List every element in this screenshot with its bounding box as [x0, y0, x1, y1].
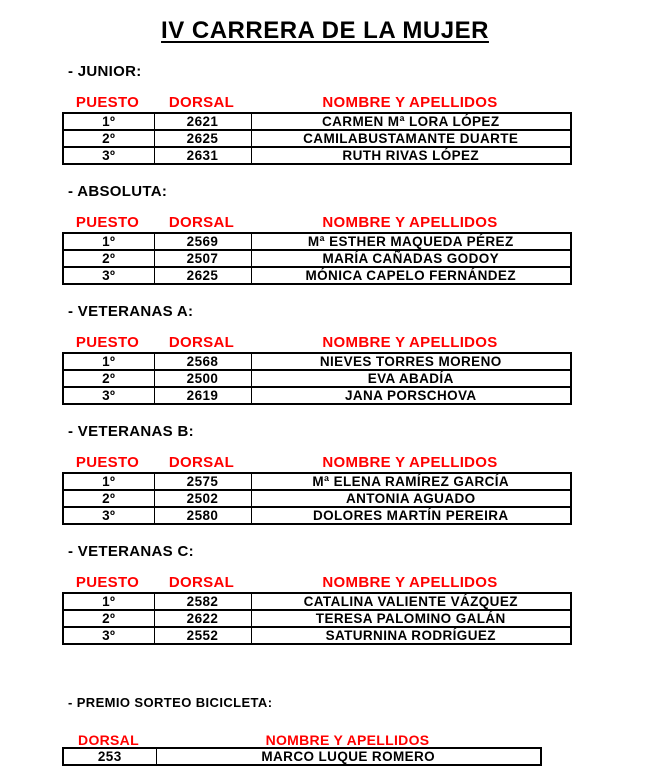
table-row — [63, 147, 571, 164]
col-header-nombre: NOMBRE Y APELLIDOS — [322, 334, 498, 351]
section-label: - PREMIO SORTEO BICICLETA: — [68, 695, 273, 710]
section-veteranas-a — [0, 302, 650, 422]
cell-nombre: CATALINA VALIENTE VÁZQUEZ — [251, 593, 571, 610]
cell-puesto: 1º — [63, 233, 154, 250]
col-header-puesto: PUESTO — [75, 94, 140, 111]
table-row — [63, 627, 571, 644]
col-header-nombre: NOMBRE Y APELLIDOS — [322, 94, 498, 111]
table-row — [63, 490, 571, 507]
table-row — [63, 473, 571, 490]
cell-dorsal: 2575 — [154, 473, 251, 490]
page-title: IV CARRERA DE LA MUJER — [161, 17, 489, 44]
section-label: - JUNIOR: — [68, 63, 142, 80]
table-row — [63, 507, 571, 524]
cell-dorsal: 2580 — [154, 507, 251, 524]
table-header-row — [62, 574, 570, 591]
cell-puesto: 3º — [63, 387, 154, 404]
table-row — [63, 610, 571, 627]
cell-puesto: 1º — [63, 593, 154, 610]
cell-dorsal: 2622 — [154, 610, 251, 627]
section-label: - VETERANAS A: — [68, 303, 194, 320]
cell-dorsal: 2552 — [154, 627, 251, 644]
cell-puesto: 2º — [63, 370, 154, 387]
col-header-puesto: PUESTO — [75, 334, 140, 351]
table-header-row — [62, 732, 540, 748]
results-table — [62, 232, 572, 285]
results-table — [62, 472, 572, 525]
cell-puesto: 2º — [63, 490, 154, 507]
col-header-dorsal: DORSAL — [168, 334, 235, 351]
section-veteranas-c — [0, 542, 650, 662]
cell-nombre: MÓNICA CAPELO FERNÁNDEZ — [251, 267, 571, 284]
table-row — [63, 250, 571, 267]
section-label: - VETERANAS B: — [68, 423, 194, 440]
col-header-nombre: NOMBRE Y APELLIDOS — [322, 214, 498, 231]
cell-dorsal: 253 — [63, 748, 156, 765]
table-header-row — [62, 214, 570, 231]
table-row — [63, 113, 571, 130]
cell-nombre: MARÍA CAÑADAS GODOY — [251, 250, 571, 267]
cell-nombre: MARCO LUQUE ROMERO — [156, 748, 541, 765]
cell-puesto: 3º — [63, 627, 154, 644]
cell-dorsal: 2621 — [154, 113, 251, 130]
cell-dorsal: 2500 — [154, 370, 251, 387]
col-header-dorsal: DORSAL — [78, 732, 139, 748]
cell-puesto: 1º — [63, 113, 154, 130]
cell-nombre: JANA PORSCHOVA — [251, 387, 571, 404]
cell-nombre: Mª ELENA RAMÍREZ GARCÍA — [251, 473, 571, 490]
cell-nombre: ANTONIA AGUADO — [251, 490, 571, 507]
col-header-puesto: PUESTO — [75, 574, 140, 591]
cell-nombre: EVA ABADÍA — [251, 370, 571, 387]
results-table — [62, 112, 572, 165]
section-premio-sorteo-bicicleta — [0, 694, 650, 780]
cell-puesto: 1º — [63, 473, 154, 490]
results-table — [62, 592, 572, 645]
cell-puesto: 3º — [63, 147, 154, 164]
cell-puesto: 2º — [63, 250, 154, 267]
table-row — [63, 593, 571, 610]
cell-nombre: CARMEN Mª LORA LÓPEZ — [251, 113, 571, 130]
col-header-dorsal: DORSAL — [168, 574, 235, 591]
cell-dorsal: 2569 — [154, 233, 251, 250]
results-table — [62, 747, 542, 766]
table-row — [63, 748, 541, 765]
table-row — [63, 130, 571, 147]
cell-nombre: RUTH RIVAS LÓPEZ — [251, 147, 571, 164]
table-row — [63, 267, 571, 284]
cell-dorsal: 2507 — [154, 250, 251, 267]
col-header-dorsal: DORSAL — [168, 214, 235, 231]
section-absoluta — [0, 182, 650, 302]
table-header-row — [62, 454, 570, 471]
table-row — [63, 233, 571, 250]
col-header-puesto: PUESTO — [75, 214, 140, 231]
cell-nombre: Mª ESTHER MAQUEDA PÉREZ — [251, 233, 571, 250]
table-row — [63, 370, 571, 387]
section-label: - VETERANAS C: — [68, 543, 194, 560]
col-header-nombre: NOMBRE Y APELLIDOS — [322, 574, 498, 591]
table-row — [63, 387, 571, 404]
table-header-row — [62, 334, 570, 351]
cell-dorsal: 2502 — [154, 490, 251, 507]
cell-dorsal: 2625 — [154, 130, 251, 147]
cell-puesto: 3º — [63, 267, 154, 284]
cell-nombre: CAMILABUSTAMANTE DUARTE — [251, 130, 571, 147]
cell-nombre: DOLORES MARTÍN PEREIRA — [251, 507, 571, 524]
cell-puesto: 3º — [63, 507, 154, 524]
results-table — [62, 352, 572, 405]
cell-nombre: SATURNINA RODRÍGUEZ — [251, 627, 571, 644]
cell-dorsal: 2568 — [154, 353, 251, 370]
section-veteranas-b — [0, 422, 650, 542]
col-header-dorsal: DORSAL — [168, 94, 235, 111]
table-header-row — [62, 94, 570, 111]
cell-puesto: 2º — [63, 130, 154, 147]
cell-puesto: 2º — [63, 610, 154, 627]
cell-dorsal: 2631 — [154, 147, 251, 164]
cell-nombre: NIEVES TORRES MORENO — [251, 353, 571, 370]
col-header-nombre: NOMBRE Y APELLIDOS — [265, 732, 430, 748]
cell-nombre: TERESA PALOMINO GALÁN — [251, 610, 571, 627]
cell-dorsal: 2625 — [154, 267, 251, 284]
cell-dorsal: 2619 — [154, 387, 251, 404]
section-junior — [0, 62, 650, 182]
col-header-nombre: NOMBRE Y APELLIDOS — [322, 454, 498, 471]
section-label: - ABSOLUTA: — [68, 183, 168, 200]
cell-puesto: 1º — [63, 353, 154, 370]
table-row — [63, 353, 571, 370]
col-header-dorsal: DORSAL — [168, 454, 235, 471]
col-header-puesto: PUESTO — [75, 454, 140, 471]
cell-dorsal: 2582 — [154, 593, 251, 610]
